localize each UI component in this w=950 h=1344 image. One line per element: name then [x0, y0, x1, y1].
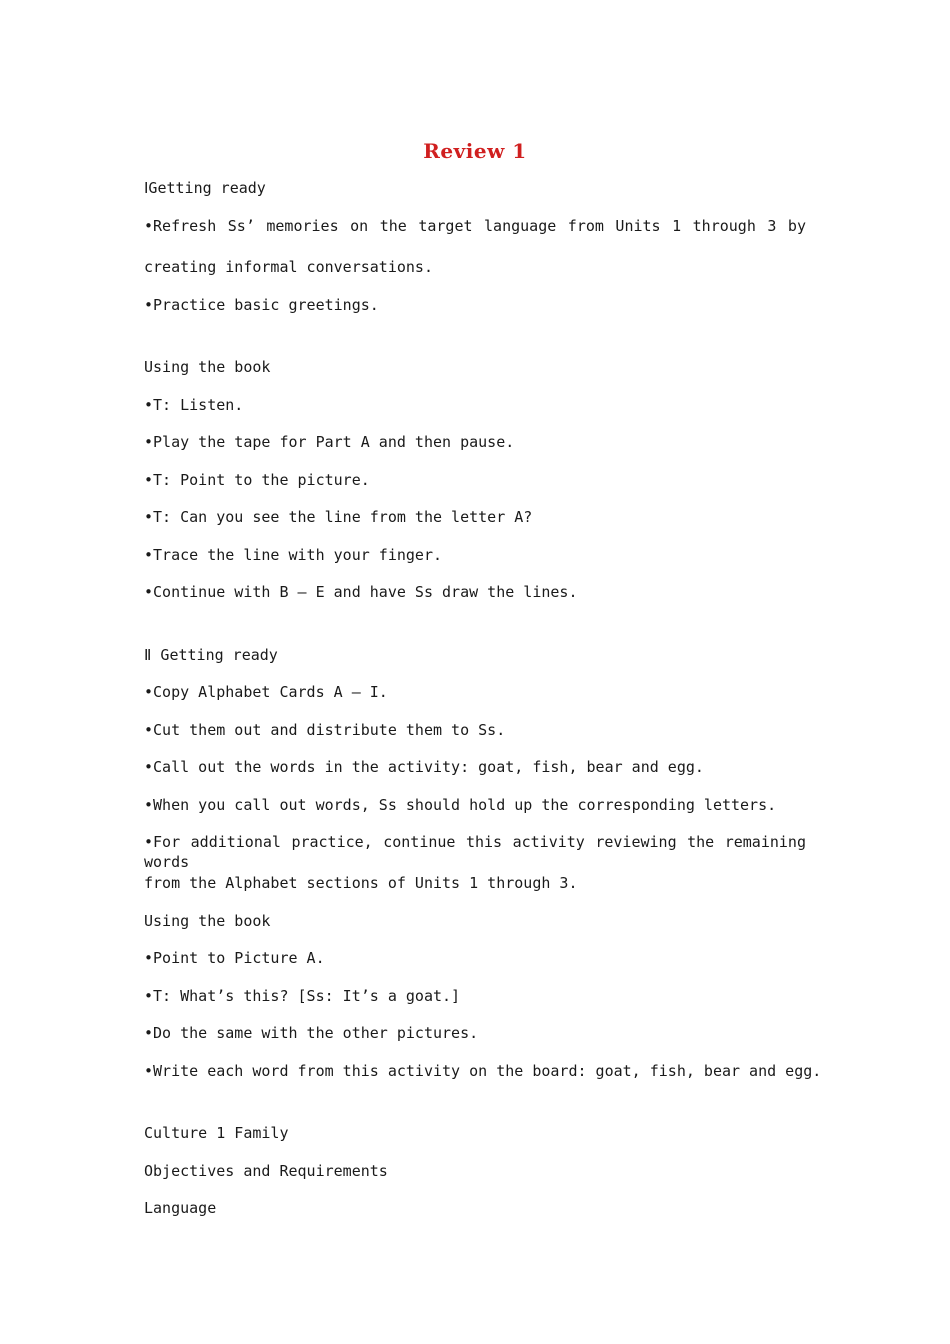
section-heading-culture: Culture 1 Family [144, 1124, 289, 1142]
bullet-cut-distribute: •Cut them out and distribute them to Ss. [144, 721, 506, 739]
bullet-listen: •T: Listen. [144, 396, 244, 414]
bullet-play-tape: •Play the tape for Part A and then pause. [144, 433, 515, 451]
page-title: Review 1 [423, 139, 527, 163]
bullet-refresh-memories-continued: creating informal conversations. [144, 258, 433, 276]
bullet-practice-greetings: •Practice basic greetings. [144, 296, 379, 314]
bullet-additional-practice: •For additional practice, continue this activity reviewing the remaining words [144, 833, 806, 871]
bullet-whats-this: •T: What’s this? [Ss: It’s a goat.] [144, 987, 461, 1005]
bullet-same-other-pictures: •Do the same with the other pictures. [144, 1024, 479, 1042]
bullet-refresh-memories: •Refresh Ss’ memories on the target language from Units 1 through 3 by [144, 217, 806, 235]
section-heading-language: Language [144, 1199, 217, 1217]
bullet-point-picture: •T: Point to the picture. [144, 471, 370, 489]
bullet-additional-practice-continued: from the Alphabet sections of Units 1 through 3. [144, 874, 578, 892]
section-heading-using-book-2: Using the book [144, 912, 271, 930]
section-heading-objectives: Objectives and Requirements [144, 1162, 388, 1180]
bullet-hold-up-letters: •When you call out words, Ss should hold up the corresponding letters. [144, 796, 777, 814]
section-heading-getting-ready-1: ⅠGetting ready [144, 179, 266, 197]
bullet-see-line: •T: Can you see the line from the letter A? [144, 508, 533, 526]
bullet-continue-b-e: •Continue with B – E and have Ss draw the lines. [144, 583, 578, 601]
bullet-write-each-word: •Write each word from this activity on the board: goat, fish, bear and egg. [144, 1062, 822, 1080]
section-heading-using-book-1: Using the book [144, 358, 271, 376]
bullet-call-out-words: •Call out the words in the activity: goat, fish, bear and egg. [144, 758, 704, 776]
section-heading-getting-ready-2: Ⅱ Getting ready [144, 646, 278, 664]
bullet-point-picture-a: •Point to Picture A. [144, 949, 325, 967]
bullet-copy-cards: •Copy Alphabet Cards A – I. [144, 683, 388, 701]
bullet-trace-line: •Trace the line with your finger. [144, 546, 443, 564]
